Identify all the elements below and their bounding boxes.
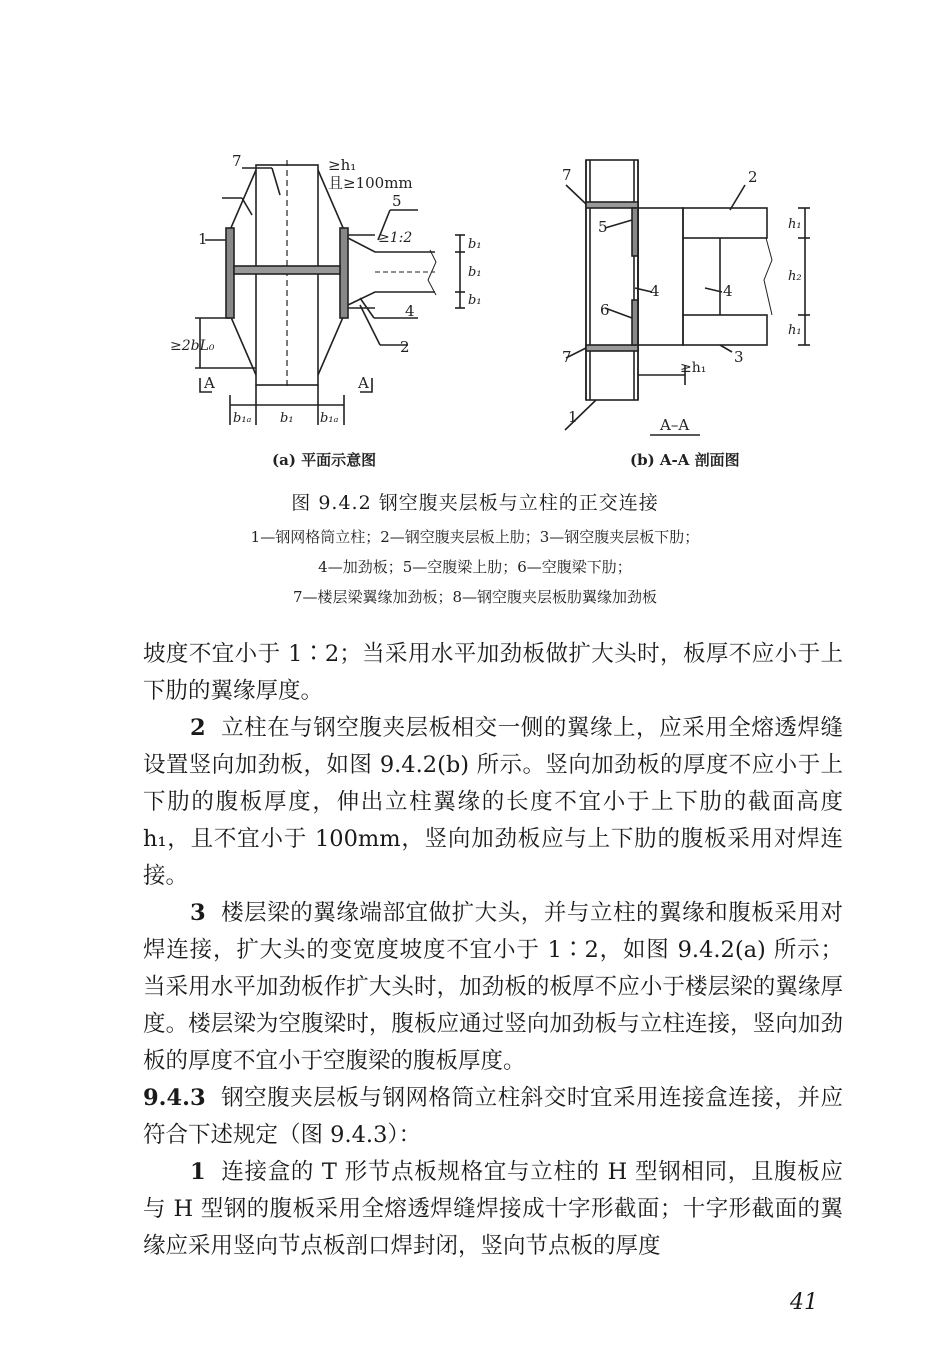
item-number-1: 1 xyxy=(190,1159,206,1185)
left-label-c: 4 xyxy=(405,302,415,320)
left-label-a: 7 xyxy=(232,152,242,170)
right-label-3: 3 xyxy=(734,348,744,366)
figure-legend-line-1: 1—钢网格筒立柱；2—钢空腹夹层板上肋；3—钢空腹夹层板下肋； xyxy=(250,528,700,546)
right-label-4a: 4 xyxy=(650,282,660,300)
left-caption: (a) 平面示意图 xyxy=(272,451,377,469)
right-caption: (b) A-A 剖面图 xyxy=(630,451,740,469)
right-label-7b: 7 xyxy=(562,348,572,366)
figure-legend-line-2: 4—加劲板；5—空腹梁上肋；6—空腹梁下肋； xyxy=(318,558,632,576)
left-dim-bottom-mid: b₁ xyxy=(280,411,294,426)
section-number: 9.4.3 xyxy=(143,1085,206,1111)
figure-9-4-2 xyxy=(160,140,800,480)
left-dim-side: ≥2bL₀ xyxy=(170,338,215,354)
left-label-d: 2 xyxy=(400,338,410,356)
left-section-mark-l: A xyxy=(204,374,215,392)
right-dim-h1-bot: h₁ xyxy=(788,323,802,338)
right-dim-h2: h₂ xyxy=(788,269,802,284)
paragraph-2 xyxy=(143,710,843,895)
left-dim-bottom-right: b₁ₐ xyxy=(320,411,339,426)
left-label-b: 1 xyxy=(198,230,208,248)
right-label-1: 1 xyxy=(568,408,578,426)
figure-caption-title: 图 9.4.2 钢空腹夹层板与立柱的正交连接 xyxy=(291,492,659,514)
paragraph-4 xyxy=(143,1154,843,1265)
left-annotation-h: ≥h₁ xyxy=(328,156,357,174)
right-label-4b: 4 xyxy=(723,282,733,300)
paragraph-3 xyxy=(143,895,843,1080)
paragraph-3-text: 楼层梁的翼缘端部宜做扩大头，并与立柱的翼缘和腹板采用对焊连接，扩大头的变宽度坡度不宜小于 1∶2，如图 9.4.2(a) 所示；当采用水平加劲板作扩大头时，加劲板的板厚不应小于楼层梁的翼缘厚度。楼层梁为空腹梁时，腹板应通过竖向加劲板与立柱连接，竖向加劲板的厚度不宜小于空腹梁的腹板厚度。 xyxy=(143,900,843,1074)
paragraph-2-text: 立柱在与钢空腹夹层板相交一侧的翼缘上，应采用全熔透焊缝设置竖向加劲板，如图 9.4.2(b) 所示。竖向加劲板的厚度不应小于上下肋的腹板厚度，伸出立柱翼缘的长度不宜小于上下肋的截面高度 h₁，且不宜小于 100mm，竖向加劲板应与上下肋的腹板采用对焊连接。 xyxy=(143,715,843,889)
page-number: 41 xyxy=(790,1290,818,1315)
paragraph-1: 坡度不宜小于 1∶2；当采用水平加劲板做扩大头时，板厚不应小于上下肋的翼缘厚度。 xyxy=(143,641,843,704)
left-dim-b1-top: b₁ xyxy=(468,237,482,252)
item-number-3: 3 xyxy=(190,900,206,926)
right-label-7a: 7 xyxy=(562,166,572,184)
section-9-4-3-text: 钢空腹夹层板与钢网格筒立柱斜交时宜采用连接盒连接，并应符合下述规定（图 9.4.3）： xyxy=(143,1085,843,1148)
left-section-mark-r: A xyxy=(358,374,369,392)
body-text xyxy=(143,636,843,1265)
left-label-e: 5 xyxy=(392,192,402,210)
left-dim-b1-bot: b₁ xyxy=(468,293,482,308)
right-dim-h1-top: h₁ xyxy=(788,217,802,232)
left-dim-b1-mid: b₁ xyxy=(468,265,482,280)
section-9-4-3 xyxy=(143,1080,843,1154)
item-number-2: 2 xyxy=(190,715,206,741)
right-section-title: A–A xyxy=(660,416,690,434)
left-annotation-min: 且≥100mm xyxy=(328,174,413,192)
right-label-2: 2 xyxy=(748,168,758,186)
right-label-6: 6 xyxy=(600,301,610,319)
figure-legend-line-3: 7—楼层梁翼缘加劲板；8—钢空腹夹层板肋翼缘加劲板 xyxy=(292,588,658,606)
left-slope: ≥1:2 xyxy=(378,230,413,246)
right-label-5: 5 xyxy=(598,218,608,236)
left-dim-bottom-left: b₁ₐ xyxy=(233,411,252,426)
paragraph-4-text: 连接盒的 T 形节点板规格宜与立柱的 H 型钢相同，且腹板应与 H 型钢的腹板采用全熔透焊缝焊接成十字形截面；十字形截面的翼缘应采用竖向节点板剖口焊封闭，竖向节点板的厚度 xyxy=(143,1159,843,1259)
right-annotation-h: ≥h₁ xyxy=(680,360,707,376)
